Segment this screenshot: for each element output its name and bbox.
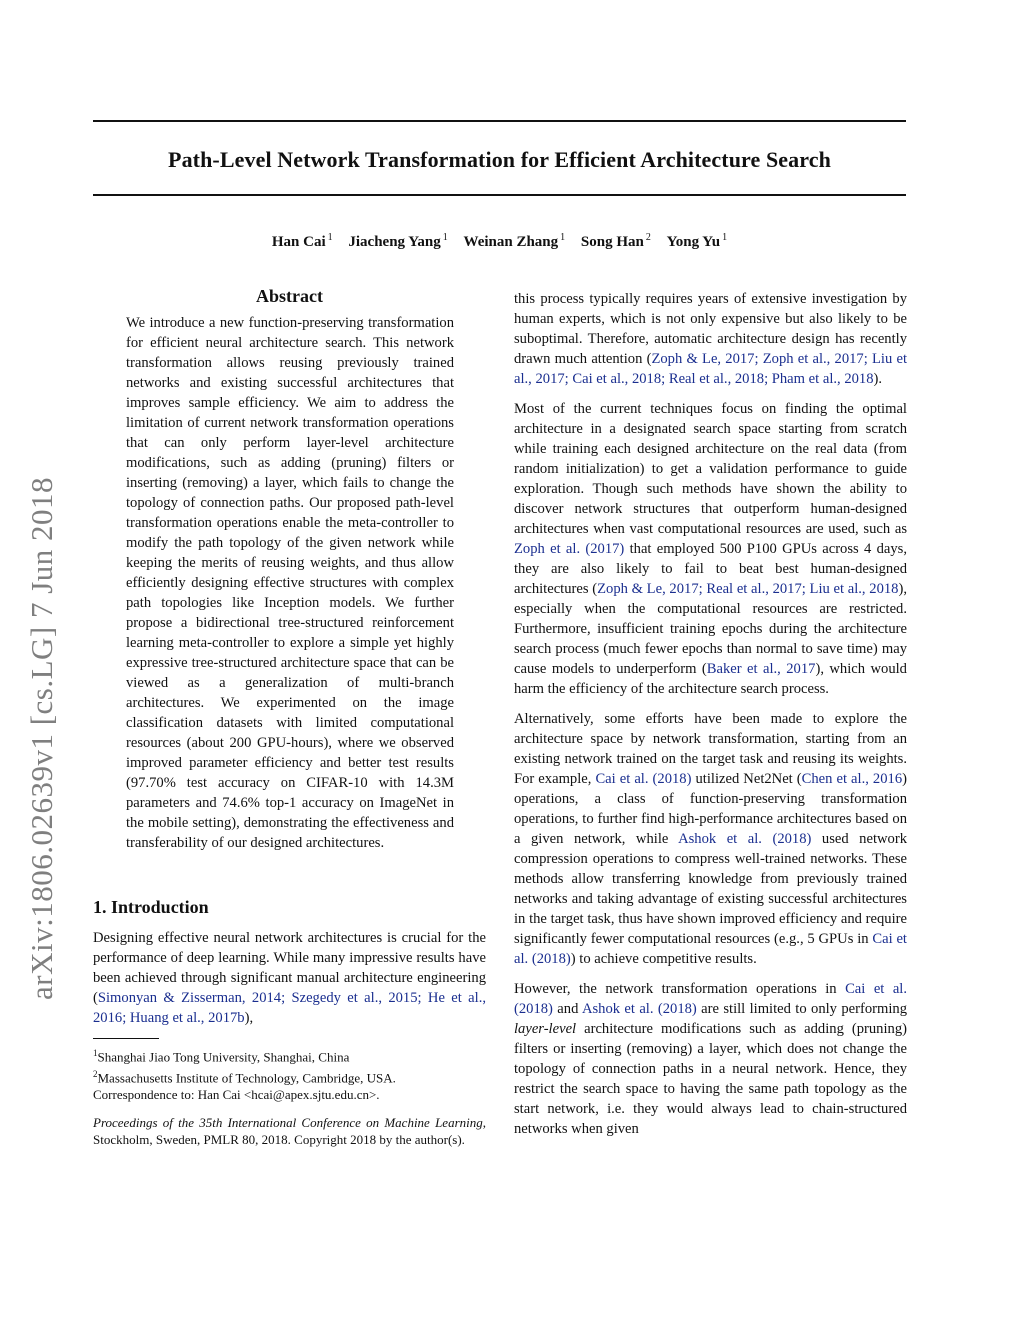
footnote-marker: 1 xyxy=(93,1048,98,1058)
paragraph-text: Alternatively, some efforts have been made to explore the architecture space by network transformation, starting from an existing network trained on the target task and reusing its weights. For example, xyxy=(514,711,907,787)
intro-paragraph xyxy=(93,928,486,1028)
citation-link[interactable]: Simonyan & Zisserman, 2014; Szegedy et al., 2015; He et al., 2016; Huang et al., 2017b xyxy=(93,990,486,1026)
emphasis-text: layer-level xyxy=(514,1021,577,1037)
body-paragraph xyxy=(514,709,907,969)
proceedings-venue: Proceedings of the 35th International Conference on Machine Learning xyxy=(93,1115,483,1131)
author-affiliation: 1 xyxy=(327,232,333,243)
author xyxy=(272,234,333,250)
citation-link[interactable]: Zoph & Le, 2017; Zoph et al., 2017; Liu et al., 2017; Cai et al., 2018; Real et al., 2018; Pham et al., 2018 xyxy=(514,351,907,387)
footnote-correspondence: Correspondence to: Han Cai <hcai@apex.sjtu.edu.cn>. xyxy=(93,1086,380,1102)
citation-link[interactable]: Cai et al. (2018) xyxy=(514,981,907,1017)
abstract-heading: Abstract xyxy=(256,286,323,306)
author xyxy=(464,234,566,250)
author-name: Yong Yu xyxy=(666,234,721,250)
paragraph-text: ), which would harm the efficiency of the architecture search process. xyxy=(514,661,907,697)
footnote-text: Massachusetts Institute of Technology, Cambridge, USA. xyxy=(97,1070,396,1086)
paragraph-text: Designing effective neural network architectures is crucial for the performance of deep learning. While many impressive results have been achieved through significant manual architecture engineering ( xyxy=(93,930,486,1006)
paragraph-text: are still limited to only performing xyxy=(696,1001,907,1017)
proceedings-text: , Stockholm, Sweden, PMLR 80, 2018. Copyright 2018 by the author(s). xyxy=(93,1115,486,1147)
citation-link[interactable]: Zoph et al. (2017) xyxy=(514,541,625,557)
paragraph-text: ). xyxy=(873,371,883,387)
paragraph-text: ) to achieve competitive results. xyxy=(570,951,757,967)
paragraph-text: ), especially when the computational resources are restricted. Furthermore, insufficient training epochs during the architecture search process (much fewer epochs than normal to save time) may cause models to underperform ( xyxy=(514,581,907,677)
paragraph-text: Most of the current techniques focus on finding the optimal architecture in a designated search space starting from scratch while training each designed architecture on the real data (from random initialization) to get a validation performance to guide exploration. Though such methods have shown the ability to discover network structures that outperform human-designed architectures when vast computational resources are used, such as xyxy=(514,401,907,537)
right-column xyxy=(514,289,907,1149)
paragraph-text: this process typically requires years of extensive investigation by human experts, which is not only expensive but also likely to be suboptimal. Therefore, automatic architecture design has recently drawn much attention ( xyxy=(514,291,907,367)
author-affiliation: 1 xyxy=(722,232,728,243)
author xyxy=(667,234,728,250)
footnote-marker: 2 xyxy=(93,1068,98,1079)
proceedings-note xyxy=(93,1115,486,1148)
author-name: Jiacheng Yang xyxy=(348,234,441,250)
paragraph-text: that employed 500 P100 GPUs across 4 days, they are also likely to fail to beat best human-designed architectures ( xyxy=(514,541,907,597)
author-affiliation: 1 xyxy=(560,232,566,243)
arxiv-stamp: arXiv:1806.02639v1 [cs.LG] 7 Jun 2018 xyxy=(24,476,59,1000)
footnote-affiliation-1 xyxy=(93,1045,486,1066)
citation-link[interactable]: Zoph & Le, 2017; Real et al., 2017; Liu et al., 2018 xyxy=(597,581,899,597)
paragraph-text: ), xyxy=(244,1010,254,1026)
author-affiliation: 1 xyxy=(442,232,448,243)
footnote-text: Shanghai Jiao Tong University, Shanghai, China xyxy=(97,1049,350,1065)
citation-link[interactable]: Baker et al., 2017 xyxy=(706,661,816,677)
abstract-text: We introduce a new function-preserving transformation for efficient neural architecture search. This network transformation allows reusing previously trained networks and existing successful architectures that improves sample efficiency. We aim to address the limitation of current network transformation operations that can only perform layer-level architecture modifications, such as adding (pruning) filters or inserting (removing) a layer, which fails to change the topology of connection paths. Our proposed path-level transformation operations enable the meta-controller to modify the path topology of the given network while keeping the merits of reusing weights, and thus allow efficiently designing effective structures with complex path topologies like Inception models. We further propose a bidirectional tree-structured reinforcement learning meta-controller to explore a simple yet highly expressive tree-structured architecture space that can be viewed as a generalization of multi-branch architectures. We experimented on the image classification datasets with limited computational resources (about 200 GPU-hours), where we observed improved parameter efficiency and better test results (97.70% test accuracy on CIFAR-10 with 14.3M parameters and 74.6% top-1 accuracy on ImageNet in the mobile setting), demonstrating the effectiveness and transferability of our designed architectures. xyxy=(126,315,454,851)
title-top-rule xyxy=(93,120,906,122)
left-column xyxy=(93,286,486,1148)
citation-link[interactable]: Ashok et al. (2018) xyxy=(581,1001,697,1017)
body-paragraph xyxy=(514,979,907,1139)
citation-link[interactable]: Chen et al., 2016 xyxy=(801,771,903,787)
footnote-affiliation-2 xyxy=(93,1066,486,1087)
citation-link[interactable]: Cai et al. (2018) xyxy=(595,771,692,787)
author xyxy=(348,234,447,250)
paragraph-text: architecture modifications such as adding (pruning) filters or inserting (removing) a layer, which does not change the topology of connection paths in a neural network. Hence, they restrict the search space to having the same path topology as the start network, i.e. they would always lead to chain-structured networks when given xyxy=(514,1021,907,1137)
body-paragraph xyxy=(514,289,907,389)
paragraph-text: and xyxy=(552,1001,582,1017)
section-heading-introduction: 1. Introduction xyxy=(93,897,209,917)
author-name: Song Han xyxy=(580,234,644,250)
author xyxy=(581,234,651,250)
paragraph-text: utilized Net2Net ( xyxy=(691,771,802,787)
body-paragraph xyxy=(514,399,907,699)
author-name: Han Cai xyxy=(271,234,326,250)
author-name: Weinan Zhang xyxy=(463,234,559,250)
author-affiliation: 2 xyxy=(645,232,651,243)
paper-title: Path-Level Network Transformation for Efficient Architecture Search xyxy=(168,147,831,172)
citation-link[interactable]: Cai et al. (2018) xyxy=(514,931,907,967)
author-list xyxy=(93,232,906,251)
footnote-rule xyxy=(93,1038,159,1039)
paragraph-text: used network compression operations to compress well-trained networks. These methods allow transferring knowledge from previously trained networks and taking advantage of existing successful architectures in the target task, thus have shown improved efficiency and require significantly fewer computational resources (e.g., 5 GPUs in xyxy=(514,831,907,947)
paragraph-text: ) operations, a class of function-preserving transformation operations, to further find high-performance architectures based on a given network, while xyxy=(514,771,907,847)
title-bottom-rule xyxy=(93,194,906,196)
paragraph-text: However, the network transformation operations in xyxy=(514,981,846,997)
citation-link[interactable]: Ashok et al. (2018) xyxy=(678,831,812,847)
